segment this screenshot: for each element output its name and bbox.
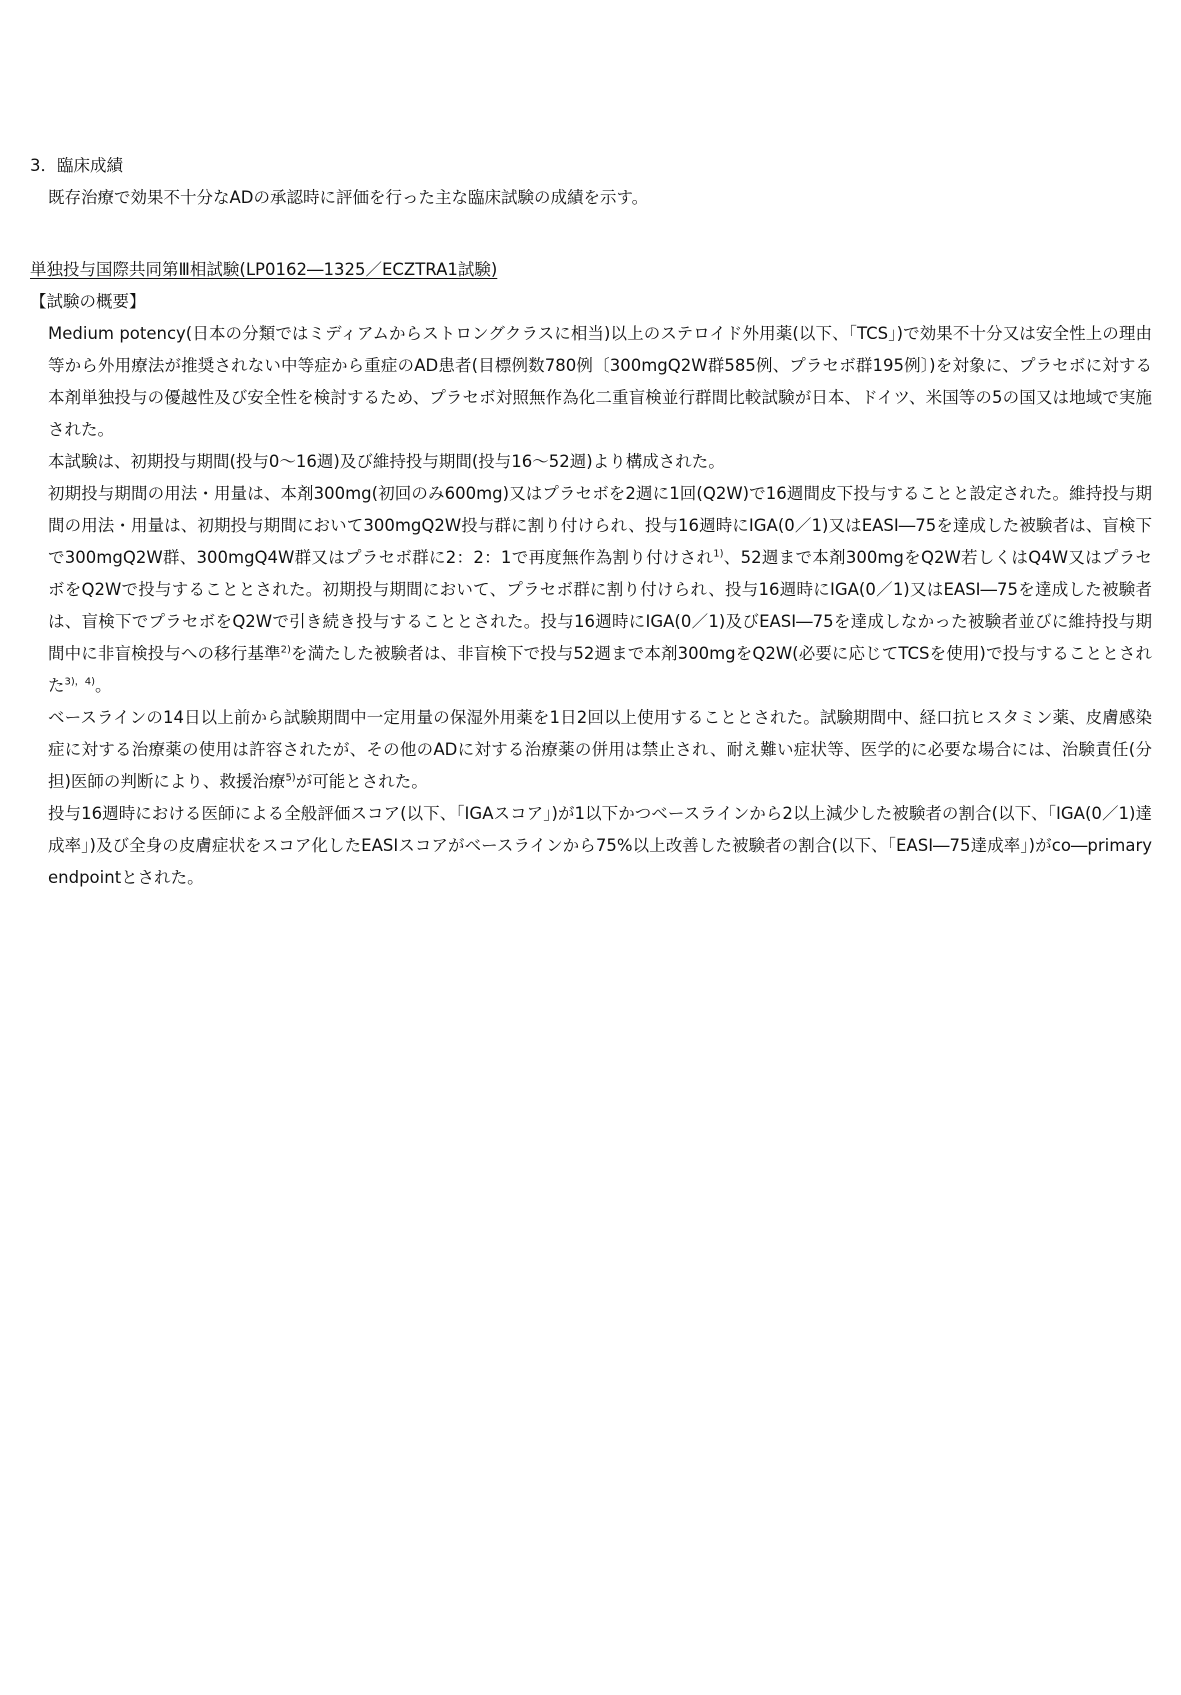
footnote-ref-1: 1) [713,548,724,560]
overview-label: 【試験の概要】 [30,292,146,311]
paragraph-dosing [30,478,1152,702]
trial-title: 単独投与国際共同第Ⅲ相試験(LP0162―1325／ECZTRA1試験) [30,260,498,279]
footnote-ref-2: 2) [280,644,291,656]
concomitant-text-1: ベースラインの14日以上前から試験期間中一定用量の保湿外用薬を1日2回以上使用することとされた。試験期間中、経口抗ヒスタミン薬、皮膚感染症に対する治療薬の使用は許容されたが、その他のADに対する治療薬の併用は禁止され、耐え難い症状等、医学的に必要な場合には、治験責任(分担)医師の判断により、救援治療 [48,708,1152,791]
dosing-text-1: 初期投与期間の用法・用量は、本剤300mg(初回のみ600mg)又はプラセボを2週に1回(Q2W)で16週間皮下投与することと設定された。維持投与期間の用法・用量は、初期投与期間において300mgQ2W投与群に割り付けられ、投与16週時にIGA(0／1)又はEASI―75を達成した被験者は、盲検下で300mgQ2W群、300mgQ4W群又はプラセボ群に2：2：1で再度無作為割り付けされ [48,484,1152,567]
paragraph-endpoints: 投与16週時における医師による全般評価スコア(以下、「IGAスコア」)が1以下かつベースラインから2以上減少した被験者の割合(以下、「IGA(0／1)達成率」)及び全身の皮膚症状をスコア化したEASIスコアがベースラインから75%以上改善した被験者の割合(以下、「EASI―75達成率」)がco―primary endpointとされた。 [48,804,1152,887]
paragraph-concomitant [30,702,1152,798]
paragraph-periods: 本試験は、初期投与期間(投与0～16週)及び維持投与期間(投与16～52週)より構成された。 [48,452,725,471]
dosing-text-3: を満たした被験者は、非盲検下で投与52週まで本剤300mgをQ2W(必要に応じてTCSを使用)で投与することとされた [48,644,1152,695]
section-intro: 既存治療で効果不十分なADの承認時に評価を行った主な臨床試験の成績を示す。 [48,188,649,207]
footnote-ref-3-4: 3)，4) [64,676,96,688]
spacer [30,214,1152,254]
footnote-ref-5: 5) [285,772,296,784]
dosing-text-4: 。 [95,676,112,695]
concomitant-text-2: が可能とされた。 [295,772,428,791]
document-body [30,150,1152,894]
paragraph-background: Medium potency(日本の分類ではミディアムからストロングクラスに相当)以上のステロイド外用薬(以下、「TCS」)で効果不十分又は安全性上の理由等から外用療法が推奨されない中等症から重症のAD患者(目標例数780例〔300mgQ2W群585例、プラセボ群195例〕)を対象に、プラセボに対する本剤単独投与の優越性及び安全性を検討するため、プラセボ対照無作為化二重盲検並行群間比較試験が日本、ドイツ、米国等の5の国又は地域で実施された。 [48,324,1152,439]
dosing-text-2: 、52週まで本剤300mgをQ2W若しくはQ4W又はプラセボをQ2Wで投与することとされた。初期投与期間において、プラセボ群に割り付けられ、投与16週時にIGA(0／1)又はEASI―75を達成した被験者は、盲検下でプラセボをQ2Wで引き続き投与することとされた。投与16週時にIGA(0／1)及びEASI―75を達成しなかった被験者並びに維持投与期間中に非盲検投与への移行基準 [48,548,1152,663]
section-heading: 3．臨床成績 [30,156,123,175]
